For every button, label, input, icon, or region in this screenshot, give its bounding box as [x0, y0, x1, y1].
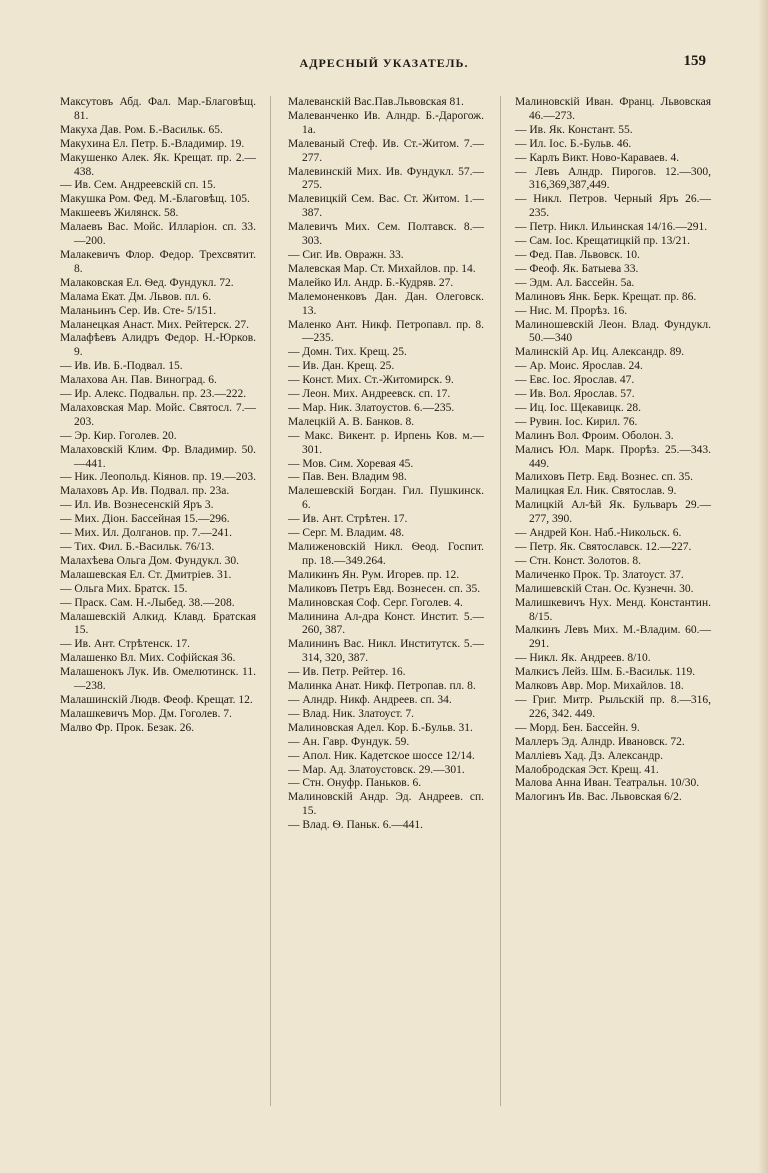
- directory-entry: Малаховская Мар. Мойс. Святосл. 7.—203.: [60, 401, 256, 428]
- directory-entry: Маллеръ Эд. Алндр. Ивановск. 72.: [515, 735, 685, 748]
- directory-entry: — Серг. М. Владим. 48.: [288, 527, 405, 540]
- directory-entry: — Андрей Кон. Наб.-Никольск. 6.: [515, 527, 682, 540]
- directory-entry: Малаховскій Клим. Фр. Владимир. 50.—441.: [60, 443, 256, 470]
- directory-entry: Малиженовскій Никл. Ѳеод. Госпит. пр. 18.—349.264.: [288, 541, 484, 567]
- directory-entry: Маланецкая Анаст. Мих. Рейтерск. 27.: [60, 318, 250, 331]
- directory-entry: Макушка Ром. Фед. М.-Благовѣщ. 105.: [60, 193, 250, 206]
- directory-entry: Малининъ Вас. Никл. Институтск. 5.—314, 320, 387.: [288, 638, 484, 665]
- directory-entry: Малецкій А. В. Банков. 8.: [288, 415, 415, 428]
- directory-entry: Малевичъ Мих. Сем. Полтавск. 8.—303.: [288, 221, 484, 248]
- directory-entry: Малакевичъ Флор. Федор. Трехсвятит. 8.: [60, 248, 256, 275]
- directory-entry: — Никл. Як. Андреев. 8/10.: [515, 652, 651, 665]
- directory-entry: — Карлъ Викт. Ново-Караваев. 4.: [515, 151, 680, 164]
- directory-entry: Малашкевичъ Мор. Дм. Гоголев. 7.: [60, 707, 232, 720]
- directory-entry: Макуха Дав. Ром. Б.-Васильк. 65.: [60, 123, 223, 136]
- directory-entry: Малашинскій Людв. Феоф. Крещат. 12.: [60, 693, 253, 706]
- directory-entry: — Стн. Конст. Золотов. 8.: [515, 554, 641, 567]
- directory-entry: Малобродская Эст. Крещ. 41.: [515, 763, 659, 776]
- directory-entry: Малиношевскій Леон. Влад. Фундукл. 50.—340: [515, 318, 711, 345]
- directory-entry: — Нис. М. Прорѣз. 16.: [515, 304, 628, 317]
- directory-entry: Малковъ Авр. Мор. Михайлов. 18.: [515, 680, 684, 693]
- directory-entry: Малисъ Юл. Марк. Прорѣз. 25.—343. 449.: [515, 443, 711, 470]
- directory-entry: — Сиг. Ив. Овражн. 33.: [288, 248, 404, 261]
- directory-entry: Малинка Анат. Никф. Петропав. пл. 8.: [288, 680, 476, 693]
- directory-entry: Малаевъ Вас. Мойс. Илларіон. сп. 33.—200.: [60, 221, 256, 248]
- directory-entry: Малашенко Вл. Мих. Софійская 36.: [60, 652, 236, 665]
- directory-entry: Малашевская Ел. Ст. Дмитріев. 31.: [60, 568, 232, 581]
- directory-entry: Максутовъ Абд. Фал. Мар.-Благовѣщ. 81.: [60, 96, 256, 122]
- directory-entry: — Ив. Вол. Ярослав. 57.: [515, 388, 635, 401]
- directory-entry: — Никл. Петров. Черный Яръ 26.—235.: [515, 193, 711, 220]
- directory-entry: Малаховъ Ар. Ив. Подвал. пр. 23а.: [60, 485, 230, 498]
- directory-entry: Маликовъ Петръ Евд. Вознесен. сп. 35.: [288, 582, 481, 595]
- directory-entry: Малиновская Соф. Серг. Гоголев. 4.: [288, 596, 463, 609]
- directory-entry: — Ив. Ант. Стрѣтенск. 17.: [60, 638, 191, 651]
- directory-entry: — Влад. Ник. Златоуст. 7.: [288, 707, 415, 720]
- directory-entry: — Ан. Гавр. Фундук. 59.: [288, 735, 410, 748]
- directory-column-1: [60, 96, 256, 736]
- page-title: АДРЕСНЫЙ УКАЗАТЕЛЬ.: [299, 56, 469, 70]
- directory-entry: — Мов. Сим. Хоревая 45.: [288, 457, 414, 470]
- directory-entry: Малешевскій Богдан. Гил. Пушкинск. 6.: [288, 485, 484, 512]
- directory-entry: — Пав. Вен. Владим 98.: [288, 471, 407, 484]
- directory-entry: — Ив. Петр. Рейтер. 16.: [288, 666, 406, 679]
- directory-entry: — Евс. Іос. Ярослав. 47.: [515, 374, 635, 387]
- directory-entry: Малишкевичъ Нух. Менд. Константин. 8/15.: [515, 596, 711, 623]
- directory-entry: Маликинъ Ян. Рум. Игорев. пр. 12.: [288, 568, 460, 581]
- directory-entry: Малахова Ан. Пав. Виноград. 6.: [60, 374, 217, 387]
- directory-entry: — Мар. Ад. Златоустовск. 29.—301.: [288, 763, 465, 776]
- directory-entry: — Мих. Ил. Долганов. пр. 7.—241.: [60, 527, 233, 540]
- directory-entry: Малемоненковъ Дан. Дан. Олеговск. 13.: [288, 290, 484, 317]
- directory-entry: — Стн. Онуфр. Паньков. 6.: [288, 777, 422, 790]
- directory-entry: — Ив. Ант. Стрѣтен. 17.: [288, 513, 408, 526]
- directory-entry: Малашевскій Алкид. Клавд. Братская 15.: [60, 610, 256, 637]
- page-header: [0, 53, 768, 76]
- directory-entry: — Ив. Як. Констант. 55.: [515, 123, 633, 136]
- directory-entry: Малкисъ Лейз. Шм. Б.-Васильк. 119.: [515, 666, 696, 679]
- directory-entry: — Эдм. Ал. Бассейн. 5а.: [515, 276, 635, 289]
- directory-entry: Малевская Мар. Ст. Михайлов. пр. 14.: [288, 262, 476, 275]
- directory-entry: Макухина Ел. Петр. Б.-Владимир. 19.: [60, 137, 245, 150]
- directory-entry: — Рувин. Іос. Кирил. 76.: [515, 415, 638, 428]
- directory-entry: Малинскій Ар. Иц. Александр. 89.: [515, 346, 685, 359]
- directory-entry: — Ар. Моис. Ярослав. 24.: [515, 360, 643, 373]
- directory-entry: Малинина Ал-дра Конст. Инстит. 5.—260, 387.: [288, 610, 484, 637]
- directory-entry: Малинъ Вол. Фроим. Оболон. 3.: [515, 429, 674, 442]
- directory-entry: Малиновскій Андр. Эд. Андреев. сп. 15.: [288, 791, 484, 818]
- directory-entry: — Домн. Тих. Крещ. 25.: [288, 346, 407, 359]
- directory-entry: Макшеевъ Жилянск. 58.: [60, 207, 179, 220]
- directory-entry: — Иц. Іос. Щекавицк. 28.: [515, 401, 641, 414]
- directory-entry: — Левъ Алндр. Пирогов. 12.—300, 316,369,387,449.: [515, 165, 711, 192]
- directory-entry: Малама Екат. Дм. Львов. пл. 6.: [60, 290, 212, 303]
- directory-entry: — Ольга Мих. Братск. 15.: [60, 582, 188, 595]
- directory-entry: — Феоф. Як. Батыева 33.: [515, 262, 639, 275]
- directory-entry: — Ил. Ив. Вознесенскій Яръ 3.: [60, 499, 214, 512]
- directory-entry: Малицкій Ал-ѣй Як. Бульваръ 29.—277, 390.: [515, 499, 711, 526]
- directory-entry: — Эр. Кир. Гоголев. 20.: [60, 429, 177, 442]
- directory-entry: — Тих. Фил. Б.-Васильк. 76/13.: [60, 541, 215, 553]
- directory-entry: — Влад. Ѳ. Паньк. 6.—441.: [288, 819, 423, 832]
- directory-entry: Малашенокъ Лук. Ив. Омелютинск. 11.—238.: [60, 666, 256, 693]
- directory-entry: Малахѣева Ольга Дом. Фундукл. 30.: [60, 554, 240, 567]
- directory-entry: Малаковская Ел. Ѳед. Фундукл. 72.: [60, 276, 234, 289]
- directory-entry: — Морд. Бен. Бассейн. 9.: [515, 721, 640, 734]
- directory-entry: Маланьинъ Сер. Ив. Сте- 5/151.: [60, 304, 217, 317]
- directory-entry: Малеваный Стеф. Ив. Ст.-Житом. 7.—277.: [288, 137, 484, 164]
- directory-entry: Малиновскій Иван. Франц. Львовская 46.—273.: [515, 96, 711, 122]
- directory-entry: — Ив. Ив. Б.-Подвал. 15.: [60, 360, 183, 373]
- directory-column-3: [515, 96, 711, 805]
- column-divider: [500, 96, 501, 1106]
- directory-entry: — Апол. Ник. Кадетское шоссе 12/14.: [288, 749, 475, 762]
- directory-entry: Малліевъ Хад. Дз. Александр.: [515, 749, 664, 762]
- directory-entry: Малеванскій Вас.Пав.Львовская 81.: [288, 96, 464, 108]
- directory-entry: Малейко Ил. Андр. Б.-Кудряв. 27.: [288, 276, 454, 289]
- column-divider: [270, 96, 271, 1106]
- directory-entry: Малиновъ Янк. Берк. Крещат. пр. 86.: [515, 290, 697, 303]
- directory-entry: — Конст. Мих. Ст.-Житомирск. 9.: [288, 374, 454, 387]
- directory-entry: — Ив. Дан. Крещ. 25.: [288, 360, 395, 373]
- directory-entry: — Ив. Сем. Андреевскій сп. 15.: [60, 179, 216, 192]
- directory-entry: — Леон. Мих. Андреевск. сп. 17.: [288, 388, 451, 401]
- directory-entry: — Григ. Митр. Рыльскій пр. 8.—316, 226, 342. 449.: [515, 693, 711, 720]
- page-edge-shadow: [758, 0, 768, 1173]
- directory-entry: — Петр. Никл. Ильинская 14/16.—291.: [515, 221, 708, 234]
- directory-entry: Малевицкій Сем. Вас. Ст. Житом. 1.—387.: [288, 193, 484, 220]
- directory-entry: Малво Фр. Прок. Безак. 26.: [60, 721, 195, 734]
- directory-entry: — Петр. Як. Святославск. 12.—227.: [515, 541, 692, 553]
- directory-entry: — Ир. Алекс. Подвальн. пр. 23.—222.: [60, 388, 247, 401]
- directory-entry: Малицкая Ел. Ник. Святослав. 9.: [515, 485, 677, 498]
- directory-entry: — Макс. Викент. р. Ирпень Ков. м.—301.: [288, 429, 484, 456]
- directory-entry: Малиховъ Петр. Евд. Вознес. сп. 35.: [515, 471, 693, 484]
- directory-entry: — Ник. Леопольд. Кіянов. пр. 19.—203.: [60, 471, 256, 484]
- directory-column-2: [288, 96, 484, 833]
- directory-entry: — Фед. Пав. Львовск. 10.: [515, 248, 640, 261]
- directory-entry: — Мар. Ник. Златоустов. 6.—235.: [288, 401, 455, 414]
- directory-entry: Макушенко Алек. Як. Крещат. пр. 2.—438.: [60, 151, 256, 178]
- page-number: 159: [683, 53, 706, 69]
- directory-entry: Малова Анна Иван. Театральн. 10/30.: [515, 777, 700, 790]
- directory-entry: Маличенко Прок. Тр. Златоуст. 37.: [515, 568, 684, 581]
- directory-entry: Маленко Ант. Никф. Петропавл. пр. 8.—235.: [288, 318, 484, 345]
- directory-entry: Малкинъ Левъ Мих. М.-Владим. 60.—291.: [515, 624, 711, 651]
- directory-entry: — Сам. Іос. Крещатицкій пр. 13/21.: [515, 235, 690, 248]
- directory-entry: — Мих. Діон. Бассейная 15.—296.: [60, 513, 230, 526]
- directory-entry: — Праск. Сам. Н.-Лыбед. 38.—208.: [60, 596, 235, 609]
- directory-entry: Малафѣевъ Алидръ Федор. Н.-Юрков. 9.: [60, 332, 256, 359]
- directory-entry: Малиновская Адел. Кор. Б.-Бульв. 31.: [288, 721, 473, 734]
- directory-entry: — Алндр. Никф. Андреев. сп. 34.: [288, 693, 452, 706]
- directory-entry: Малеванченко Ив. Алндр. Б.-Дарогож. 1а.: [288, 109, 484, 136]
- directory-entry: — Ил. Іос. Б.-Бульв. 46.: [515, 137, 632, 150]
- directory-entry: Малогинъ Ив. Вас. Львовская 6/2.: [515, 791, 682, 804]
- directory-entry: Малишевскій Стан. Ос. Кузнечн. 30.: [515, 582, 694, 595]
- directory-entry: Малевинскій Мих. Ив. Фундукл. 57.—275.: [288, 165, 484, 192]
